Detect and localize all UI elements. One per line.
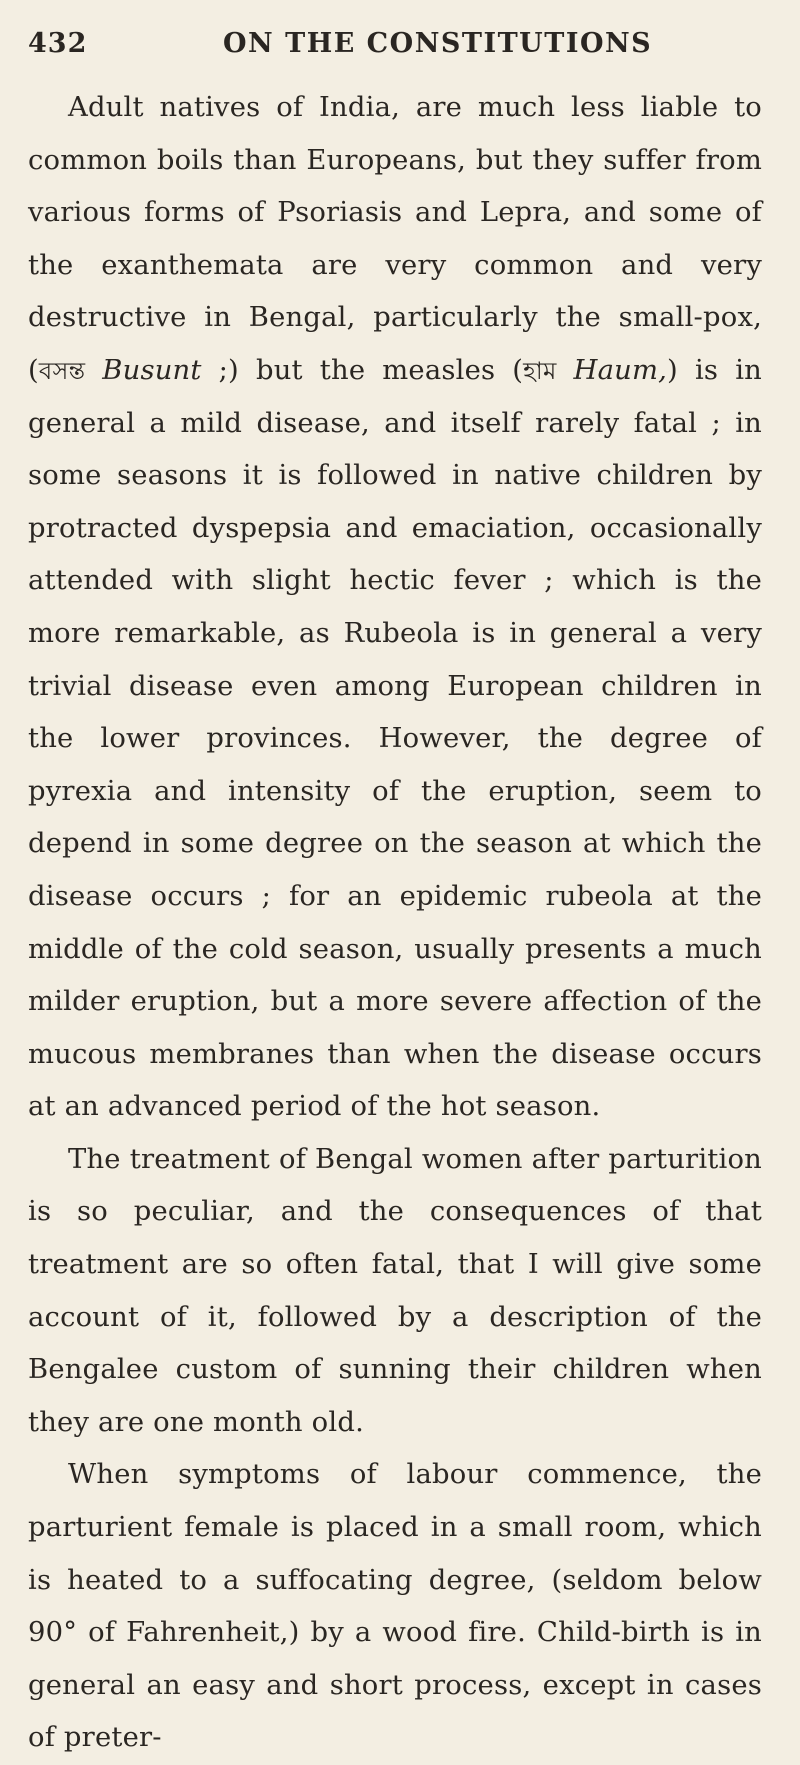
- paragraph-text: [85, 355, 102, 386]
- paragraph-exanthemata: [28, 82, 762, 1134]
- page-header: [28, 28, 762, 82]
- italic-term-busunt: Busunt: [102, 354, 202, 386]
- italic-term-haum: Haum,: [573, 354, 668, 386]
- running-title: ON THE CONSTITUTIONS: [223, 28, 653, 59]
- paragraph-text: ;) but the measles (: [201, 354, 524, 386]
- paragraph-treatment: The treatment of Bengal women after parturition is so peculiar, and the consequences of that treatment are so often fatal, that I will give some account of it, followed by a description of the Bengalee custom of sunning their children when they are one month old.: [28, 1143, 762, 1438]
- paragraph-text: [556, 355, 573, 386]
- bengali-word-haum: হাম: [523, 356, 557, 385]
- page-number: 432: [28, 28, 88, 59]
- paragraph-text: ) is in general a mild disease, and itself rarely fatal ; in some seasons it is followed in native children by protracted dyspepsia and emaciation, occasionally attended with slight hectic fever ; which is the more remarkable, as Rubeola is in general a very trivial disease even among European children in the lower provinces. However, the degree of pyrexia and intensity of the eruption, seem to depend in some degree on the season at which the disease occurs ; for an epidemic rubeola at the middle of the cold season, usually presents a much milder eruption, but a more severe affection of the mucous membranes than when the disease occurs at an advanced period of the hot season.: [28, 354, 762, 1123]
- paragraph-labour: When symptoms of labour commence, the parturient female is placed in a small room, which is heated to a suffocating degree, (seldom below 90° of Fahrenheit,) by a wood fire. Child-birth is in general an easy and short process, except in cases of preter-: [28, 1459, 762, 1754]
- bengali-word-busunt: বসন্ত: [38, 356, 86, 385]
- page-body: [28, 82, 762, 1765]
- paragraph-text: Adult natives of India, are much less liable to common boils than Europeans, but they suffer from various forms of Psoriasis and Lepra, and some of the exanthemata are very common and very destructive in Bengal, particularly the small-pox, (: [28, 92, 762, 386]
